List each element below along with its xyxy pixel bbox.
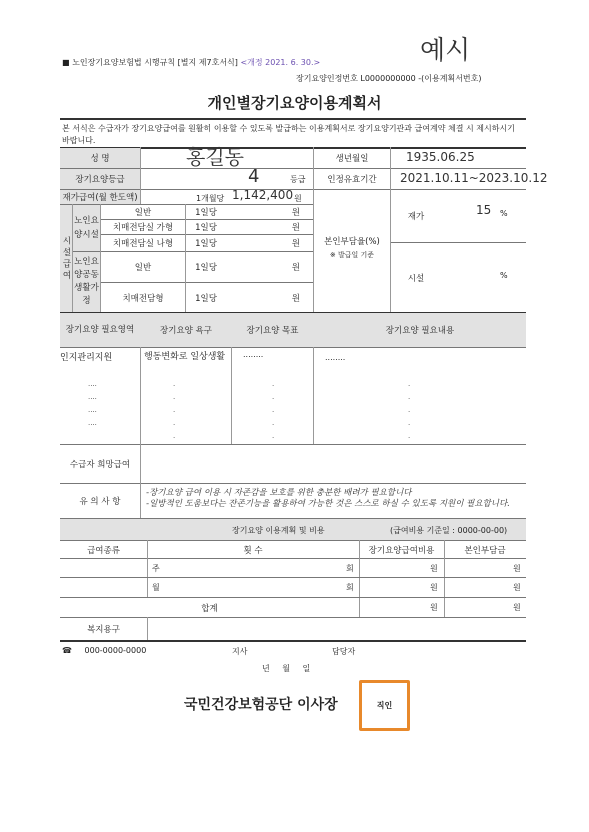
cost-header-type: 급여종류 — [87, 545, 120, 556]
notes-label: 유 의 사 항 — [79, 497, 121, 507]
rate-per: 1일당 — [195, 263, 217, 273]
official-seal-label: 직인 — [376, 701, 393, 710]
regulation-line — [62, 57, 320, 68]
phone-icon: ☎ — [62, 646, 72, 655]
cost-table-title: 장기요양 이용계획 및 비용 — [232, 526, 325, 535]
rate-unit: 원 — [291, 263, 300, 273]
needs-goal-1: ........ — [243, 350, 264, 359]
manager-label: 담당자 — [332, 647, 356, 656]
grade-value: 4 — [248, 166, 260, 187]
cost-month-copay: 원 — [513, 583, 521, 592]
cost-header-count: 횟 수 — [243, 545, 263, 556]
name-value: 홍길동 — [186, 145, 244, 169]
cost-week-copay: 원 — [513, 564, 521, 573]
footer-phone-line — [62, 646, 146, 655]
wish-label: 수급자 희망급여 — [69, 460, 131, 470]
official-seal-box — [359, 680, 410, 731]
cost-week-cost: 원 — [430, 564, 438, 573]
cost-total-cost: 원 — [430, 603, 438, 612]
rate-type: 치매전담실 나형 — [112, 239, 174, 249]
rate-type: 일반 — [134, 208, 152, 218]
facility-group-label: 시설급여 — [60, 205, 72, 312]
rate-unit: 원 — [291, 293, 300, 304]
facility-copay-percent: % — [500, 271, 508, 280]
branch-label: 지사 — [232, 647, 248, 656]
needs-header-content: 장기요양 필요내용 — [385, 326, 455, 336]
needs-goal-continuation: . . . . . — [272, 380, 275, 440]
rate-type: 치매전담형 — [122, 293, 164, 304]
rate-per: 1일당 — [195, 293, 217, 304]
facility-copay-label: 시설 — [407, 273, 425, 284]
grade-label: 장기요양등급 — [60, 169, 140, 189]
rate-per: 1일당 — [195, 208, 217, 218]
intro-text: 본 서식은 수급자가 장기요양급여를 원활히 이용할 수 있도록 발급하는 이용계획서로 장기요양기관과 급여계약 체결 시 제시하시기 바랍니다. — [62, 124, 515, 145]
rate-type: 치매전담실 가형 — [112, 223, 174, 233]
birth-value: 1935.06.25 — [406, 150, 475, 164]
monthly-limit-unit: 원 — [294, 194, 302, 203]
page-title: 개인별장기요양이용계획서 — [207, 94, 382, 112]
regulation-text: 노인장기요양보험법 시행규칙 [별지 제7호서식] — [72, 58, 238, 67]
cost-total-label: 합계 — [201, 603, 218, 614]
cost-month-cost: 원 — [430, 583, 438, 592]
needs-need-1: 행동변화로 일상생활 — [144, 352, 226, 362]
note-item: -일방적인 도움보다는 잔존기능을 활용하여 가능한 것은 스스로 하실 수 있도록 지원이 필요합니다. — [146, 499, 510, 509]
needs-need-continuation: . . . . . — [173, 380, 176, 440]
issuer-name: 국민건강보험공단 이사장 — [184, 697, 338, 713]
rate-unit: 원 — [291, 208, 300, 218]
monthly-limit-label: 재가급여(월 한도액) — [60, 190, 140, 204]
monthly-limit-prefix: 1개월당 — [196, 194, 225, 203]
cost-month-times: 회 — [346, 583, 354, 592]
rate-per: 1일당 — [195, 239, 217, 249]
rate-type: 일반 — [134, 263, 152, 273]
valid-period-label: 인정유효기간 — [327, 175, 377, 185]
issue-date: 년 월 일 — [262, 664, 311, 673]
home-copay-label: 재가 — [407, 212, 425, 222]
notes-text — [146, 488, 526, 510]
cert-number-line — [296, 73, 482, 84]
monthly-limit-value: 1,142,400 — [232, 188, 294, 202]
cost-week-times: 회 — [346, 564, 354, 573]
home-copay-value: 15 — [476, 203, 492, 217]
needs-header-goal: 장기요양 목표 — [246, 326, 299, 336]
cert-number-value: L0000000000 — [360, 74, 416, 83]
needs-header-need: 장기요양 욕구 — [160, 326, 212, 336]
copay-note: ※ 발급일 기준 — [329, 251, 375, 259]
cost-header-copay: 본인부담금 — [464, 545, 506, 556]
rate-unit: 원 — [291, 223, 300, 233]
name-label: 성 명 — [60, 148, 140, 168]
welfare-equipment-label: 복지용구 — [87, 625, 120, 635]
cost-table-basis: (급여비용 기준일 : 0000-00-00) — [390, 526, 508, 535]
needs-header-area: 장기요양 필요영역 — [65, 325, 135, 335]
needs-content-continuation: . . . . . — [408, 380, 411, 440]
rate-per: 1일당 — [195, 223, 217, 233]
home-copay-percent: % — [500, 209, 508, 218]
valid-period-value: 2021.10.11~2023.10.12 — [400, 171, 548, 185]
cert-number-label: 장기요양인정번호 — [296, 74, 358, 83]
grade-unit: 등급 — [290, 175, 306, 184]
copay-label: 본인부담율(%) — [324, 237, 380, 247]
group-home-label: 노인요양공동생활가정 — [73, 252, 100, 312]
needs-content-1: ........ — [325, 353, 346, 362]
example-stamp: 예시 — [420, 36, 471, 66]
cost-week-label: 주 — [152, 564, 160, 573]
regulation-marker: ■ — [62, 58, 70, 67]
rate-unit: 원 — [291, 239, 300, 249]
phone-number: 000-0000-0000 — [84, 646, 147, 655]
elder-facility-label: 노인요양시설 — [73, 205, 100, 251]
cost-month-label: 월 — [152, 583, 160, 592]
birth-label: 생년월일 — [335, 154, 369, 164]
cost-header-cost: 장기요양급여비용 — [368, 545, 435, 556]
note-item: -장기요양 급여 이용 시 자존감을 보호를 위한 충분한 배려가 필요합니다 — [146, 488, 412, 498]
cert-number-suffix: -(이용계획서번호) — [418, 74, 482, 83]
needs-area-continuation: .... .... .... .... — [88, 380, 97, 427]
cost-total-copay: 원 — [513, 603, 521, 612]
revision-text: <개정 2021. 6. 30.> — [240, 58, 321, 67]
needs-area-1: 인지관리지원 — [60, 353, 113, 363]
